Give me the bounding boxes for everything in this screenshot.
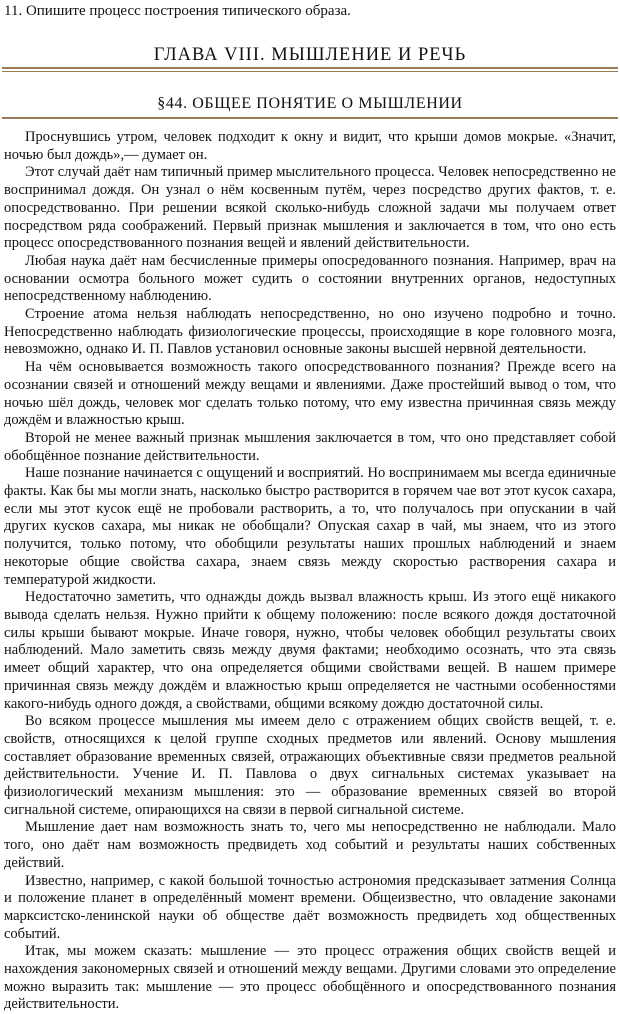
chapter-divider bbox=[2, 67, 618, 72]
paragraph: Итак, мы можем сказать: мышление — это процесс отражения общих свойств вещей и нахождения закономерных связей и отношений между вещами. Другими словами это определение можно выразить так: мышление — это процесс обобщённого и опосредствованного познания действительности. bbox=[4, 943, 616, 1013]
review-question: 11. Опишите процесс построения типического образа. bbox=[4, 3, 351, 19]
section-divider bbox=[2, 117, 618, 119]
paragraph: Во всяком процессе мышления мы имеем дело с отражением общих свойств вещей, т. е. свойств, относящихся к целой группе сходных предметов или явлений. Основу мышления составляет образование временных связей, отражающих объективные связи предметов реальной действительности. Учение И. П. Павлова о двух сигнальных системах указывает на физиологический механизм мышления: это — образование временных связей во второй сигнальной системе, опирающихся на связи в первой сигнальной системе. bbox=[4, 713, 616, 818]
paragraph: Недостаточно заметить, что однажды дождь вызвал влажность крыш. Из этого ещё никакого вывода сделать нельзя. Нужно прийти к общему положению: после всякого дождя достаточной силы крыши бывают мокрые. Иначе говоря, нужно, чтобы человек обобщил результаты своих наблюдений. Мало заметить связь между двумя фактами; необходимо осознать, что эта связь имеет общий характер, что она определяется общими свойствами вещей. В нашем примере причинная связь между дождём и влажностью крыш определяется не частными особенностями какого-нибудь одного дождя, а свойствами, общими всякому дождю достаточной силы. bbox=[4, 589, 616, 712]
paragraph: Любая наука даёт нам бесчисленные примеры опосредованного познания. Например, врач на основании осмотра больного может судить о состоянии внутренних органов, недоступных непосредственному наблюдению. bbox=[4, 252, 616, 305]
paragraph: Мышление дает нам возможность знать то, чего мы непосредственно не наблюдали. Мало того, оно даёт нам возможность предвидеть ход событий и результаты наших собственных действий. bbox=[4, 819, 616, 871]
paragraph: Строение атома нельзя наблюдать непосредственно, но оно изучено подробно и точно. Непосредственно наблюдать физиологические процессы, происходящие в коре головного мозга, невозможно, однако И. П. Павлов установил основные законы высшей нервной деятельности. bbox=[4, 306, 616, 358]
paragraph: Этот случай даёт нам типичный пример мыслительного процесса. Человек непосредственно не воспринимал дождя. Он узнал о нём косвенным путём, через посредство других фактов, т. е. опосредствованно. При решении всякой сколько-нибудь сложной задачи мы получаем ответ посредством ряда соображений. Первый признак мышления и заключается в том, что оно есть процесс опосредствованного познания вещей и явлений действительности. bbox=[4, 164, 616, 252]
chapter-title: ГЛАВА VIII. МЫШЛЕНИЕ И РЕЧЬ bbox=[153, 45, 467, 65]
section-title: §44. ОБЩЕЕ ПОНЯТИЕ О МЫШЛЕНИИ bbox=[157, 95, 463, 112]
paragraph: Известно, например, с какой большой точностью астрономия предсказывает затмения Солнца и положение планет в определённый момент времени. Общеизвестно, что овладение законами марксистско-ленинской науки об обществе даёт возможность предвидеть ход общественных событий. bbox=[4, 872, 616, 942]
paragraph: На чём основывается возможность такого опосредствованного познания? Прежде всего на осознании связей и отношений между вещами и явлениями. Даже простейший вывод о том, что ночью шёл дождь, человек мог сделать только потому, что ему известна причинная связь между дождём и влажностью крыш. bbox=[4, 359, 616, 429]
body-text bbox=[4, 129, 616, 1014]
paragraph: Наше познание начинается с ощущений и восприятий. Но воспринимаем мы всегда единичные факты. Как бы мы могли знать, насколько быстро растворится в горячем чае вот этот кусок сахара, если мы этот кусок ещё не пробовали растворить, а то, что получалось при опускании в чай других кусков сахара, мы никак не обобщали? Опуская сахар в чай, мы знаем, что из этого получится, только потому, что обобщили результаты наших прошлых наблюдений и знаем некоторые общие свойства сахара, знаем связь между скоростью растворения сахара и температурой жидкости. bbox=[4, 465, 616, 588]
paragraph: Второй не менее важный признак мышления заключается в том, что оно представляет собой обобщённое познание действительности. bbox=[4, 429, 616, 464]
paragraph: Проснувшись утром, человек подходит к окну и видит, что крыши домов мокрые. «Значит, ночью был дождь»,— думает он. bbox=[4, 129, 616, 163]
